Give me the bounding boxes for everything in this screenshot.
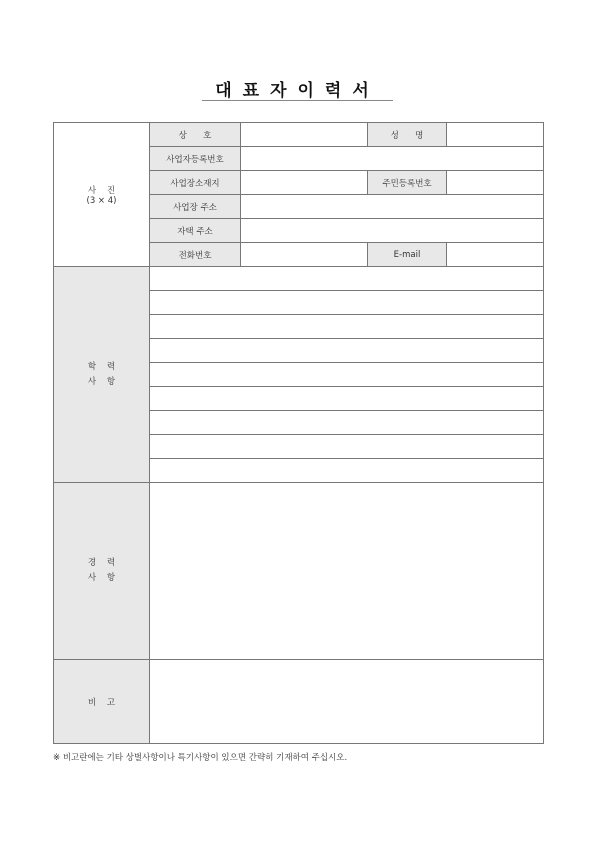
name-label: 성 명 xyxy=(368,123,447,147)
biz-addr2-label: 사업장 주소 xyxy=(150,195,241,219)
education-row[interactable] xyxy=(150,267,544,291)
career-label-line2: 사 항 xyxy=(87,573,116,583)
resident-no-label: 주민등록번호 xyxy=(368,171,447,195)
education-row[interactable] xyxy=(150,387,544,411)
photo-size-label: (3 × 4) xyxy=(86,195,117,206)
biz-addr2-field[interactable] xyxy=(241,195,544,219)
career-label-line1: 경 력 xyxy=(87,558,116,568)
education-row[interactable] xyxy=(150,459,544,483)
footnote: ※ 비고란에는 기타 상벌사항이나 특기사항이 있으면 간략히 기재하여 주십시오. xyxy=(53,753,348,763)
name-field[interactable] xyxy=(447,123,544,147)
email-field[interactable] xyxy=(447,243,544,267)
company-name-label: 상 호 xyxy=(150,123,241,147)
phone-label: 전화번호 xyxy=(150,243,241,267)
biz-reg-no-field[interactable] xyxy=(241,147,544,171)
career-section-label xyxy=(54,483,150,660)
education-row[interactable] xyxy=(150,411,544,435)
phone-field[interactable] xyxy=(241,243,368,267)
education-row[interactable] xyxy=(150,339,544,363)
education-section-label xyxy=(54,267,150,483)
photo-cell[interactable] xyxy=(54,123,150,267)
home-addr-field[interactable] xyxy=(241,219,544,243)
education-row[interactable] xyxy=(150,435,544,459)
title-underline xyxy=(202,100,393,101)
education-row[interactable] xyxy=(150,315,544,339)
resume-form xyxy=(53,122,544,744)
remarks-label: 비 고 xyxy=(54,660,150,744)
education-row[interactable] xyxy=(150,363,544,387)
biz-address-field[interactable] xyxy=(241,171,368,195)
biz-reg-no-label: 사업자등록번호 xyxy=(150,147,241,171)
remarks-field[interactable] xyxy=(150,660,544,744)
education-label-line1: 학 력 xyxy=(87,361,116,372)
career-field[interactable] xyxy=(150,483,544,660)
home-addr-label: 자택 주소 xyxy=(150,219,241,243)
email-label: E-mail xyxy=(368,243,447,267)
photo-label: 사 진 xyxy=(87,185,116,196)
education-row[interactable] xyxy=(150,291,544,315)
resident-no-field[interactable] xyxy=(447,171,544,195)
education-label-line2: 사 항 xyxy=(87,376,116,387)
company-name-field[interactable] xyxy=(241,123,368,147)
page-title: 대표자이력서 xyxy=(215,81,380,101)
biz-address-label: 사업장소재지 xyxy=(150,171,241,195)
